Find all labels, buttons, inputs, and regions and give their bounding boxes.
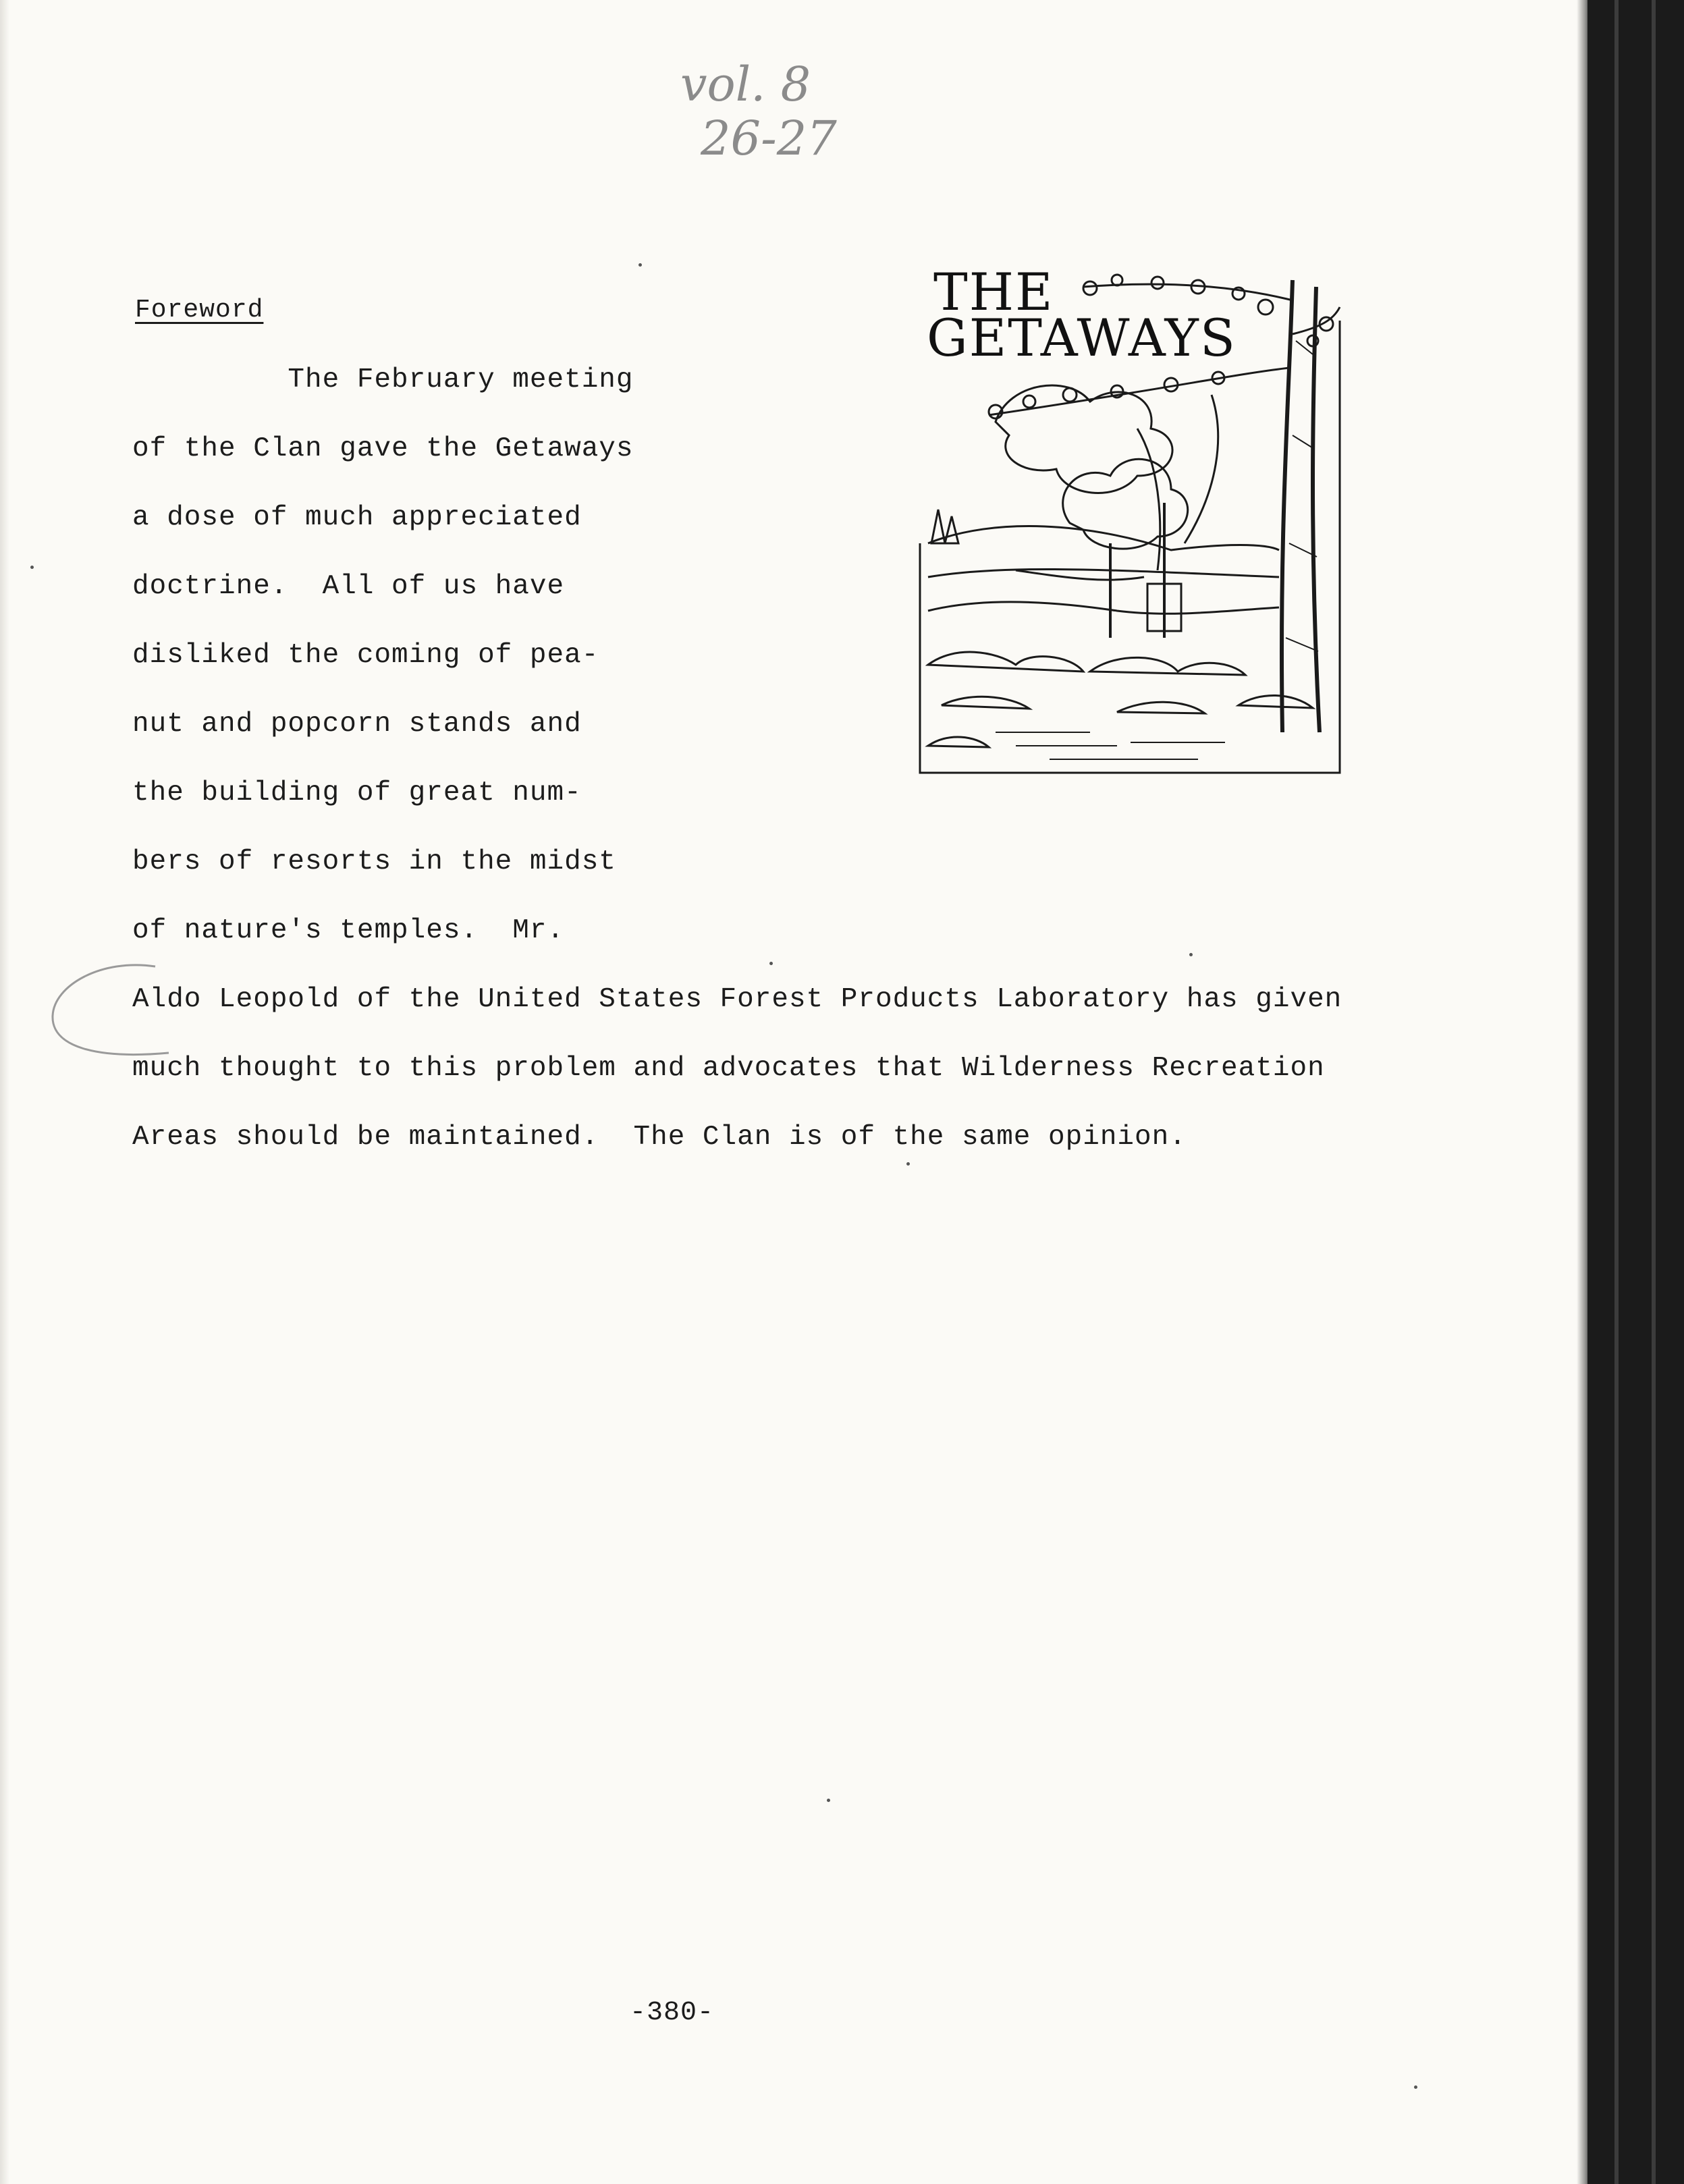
foreword-line: nut and popcorn stands and <box>132 709 582 740</box>
foreword-line: disliked the coming of pea- <box>132 640 599 671</box>
paper-speck <box>769 962 773 965</box>
handwritten-volume-note: vol. 8 <box>680 57 811 112</box>
foreword-line: the building of great num- <box>132 777 582 809</box>
paper-speck <box>827 1799 830 1802</box>
foreword-line: doctrine. All of us have <box>132 571 565 602</box>
paper-speck <box>1189 953 1193 956</box>
foreword-line: The February meeting <box>132 364 634 395</box>
emblem-title-the: THE <box>933 262 1054 322</box>
getaways-emblem <box>915 260 1345 780</box>
paper-speck <box>639 263 642 267</box>
pencil-circle-mark <box>40 958 202 1093</box>
page-number: -380- <box>630 1998 715 2028</box>
foreword-line: much thought to this problem and advocates that Wilderness Recreation <box>132 1053 1325 1084</box>
binding-streak <box>1652 0 1656 2184</box>
binding-strip <box>1587 0 1684 2184</box>
emblem-title-getaways: GETAWAYS <box>927 308 1237 368</box>
foreword-line: of the Clan gave the Getaways <box>132 433 634 464</box>
foreword-line: of nature's temples. Mr. <box>132 915 565 946</box>
foreword-line: a dose of much appreciated <box>132 502 582 533</box>
page-left-edge <box>0 0 9 2184</box>
foreword-line: Aldo Leopold of the United States Forest Products Laboratory has given <box>132 984 1342 1015</box>
binding-streak <box>1614 0 1619 2184</box>
paper-speck <box>906 1162 910 1166</box>
handwritten-years-note: 26-27 <box>701 111 837 166</box>
paper-speck <box>30 566 34 569</box>
foreword-heading: Foreword <box>135 296 264 325</box>
paper-speck <box>1414 2085 1417 2089</box>
foreword-line: Areas should be maintained. The Clan is of the same opinion. <box>132 1122 1187 1153</box>
foreword-line: bers of resorts in the midst <box>132 846 616 877</box>
